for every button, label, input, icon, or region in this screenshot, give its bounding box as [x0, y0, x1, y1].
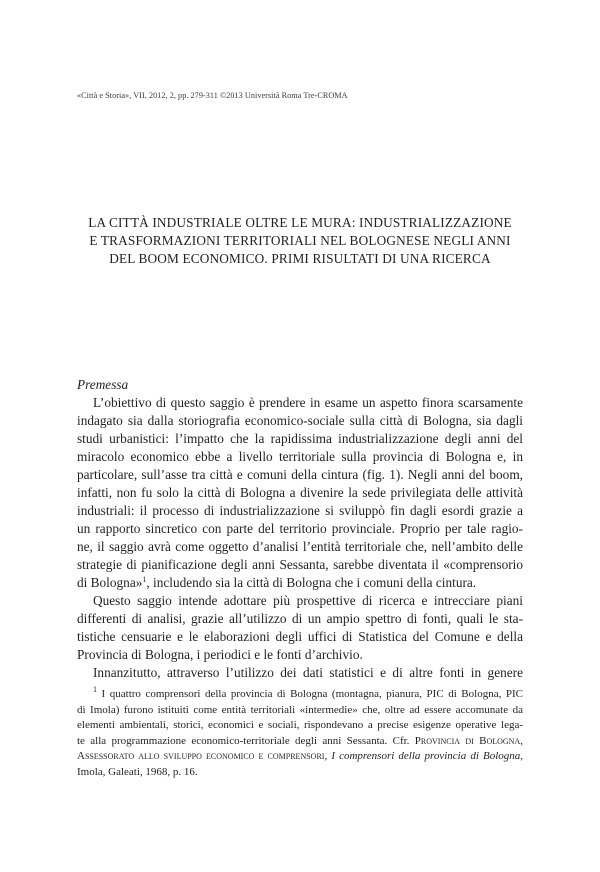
body-line: L’obiettivo di questo saggio è prendere in esame un aspetto finora scarsamente: [93, 395, 523, 410]
running-head: «Città e Storia», VII, 2012, 2, pp. 279-311 ©2013 Università Roma Tre-CROMA: [77, 91, 348, 100]
footnote-punct: ,: [520, 734, 523, 747]
body-text: [77, 376, 523, 682]
footnote-punct: ,: [520, 750, 524, 762]
title-line: E TRASFORMAZIONI TERRITORIALI NEL BOLOGNESE NEGLI ANNI: [89, 233, 511, 248]
title-line: LA CITTÀ INDUSTRIALE OLTRE LE MURA: INDUSTRIALIZZAZIONE: [88, 215, 512, 230]
footnote-line: [77, 734, 523, 750]
footnote: [77, 687, 523, 780]
body-line: [77, 574, 523, 592]
footnote-line: [77, 687, 523, 703]
body-line: un rapporto sincretico con parte del territorio provinciale. Proprio per tale ragio-: [77, 521, 523, 536]
article-title: [40, 214, 560, 268]
body-line: differenti di analisi, grazie all’utilizzo di un ampio spettro di fonti, quali le sta-: [77, 611, 523, 626]
footnote-text: te alla programmazione economico-territoriale degli anni Sessanta. Cfr.: [77, 734, 410, 747]
body-line: industriali: il processo di industrializzazione si sviluppò fin dagli esordi grazie a: [77, 503, 523, 518]
body-line: particolare, sull’asse tra città e comuni della cintura (fig. 1). Negli anni del boom,: [77, 467, 523, 482]
section-heading: Premessa: [77, 377, 129, 392]
body-line: strategie di pianificazione degli anni Sessanta, sarebbe diventata il «comprensorio: [77, 557, 523, 572]
body-line: infatti, non fu solo la città di Bologna a divenire la sede privilegiata delle attività: [77, 485, 523, 500]
body-line: Innanzitutto, attraverso l’utilizzo dei dati statistici e di altre fonti in genere: [93, 665, 523, 680]
footnote-reference[interactable]: 1: [142, 575, 147, 584]
footnote-line: elementi ambientali, storici, economici e sociali, rispondevano a precise esigenze operative lega-: [77, 719, 523, 731]
body-line: Questo saggio intende adottare più prospettive di ricerca e intrecciare piani: [93, 593, 523, 608]
body-line: ne, il saggio avrà come oggetto d’analisi l’entità territoriale che, nell’ambito delle: [77, 539, 523, 554]
footnote-line: Imola, Galeati, 1968, p. 16.: [77, 765, 198, 778]
footnote-citation-office: Assessorato allo sviluppo economico e comprensori: [77, 750, 325, 762]
body-line: miracolo economico ebbe a livello territoriale sulla provincia di Bologna e, in: [77, 449, 523, 464]
body-line: indagato sia dalla storiografia economico-sociale sulla città di Bologna, sia dagli: [77, 413, 523, 428]
footnote-text: I quattro comprensori della provincia di Bologna (montagna, pianura, PIC di Bologna, PIC: [101, 688, 523, 700]
body-line: Provincia di Bologna, i periodici e le fonti d’archivio.: [77, 647, 363, 662]
footnote-citation-title: I comprensori della provincia di Bologna: [331, 750, 521, 762]
body-line: studi urbanistici: l’impatto che la rapidissima industrializzazione degli anni del: [77, 431, 523, 446]
footnote-line: di Imola) furono istituiti come entità territoriali «intermedie» che, oltre ad essere accomunate da: [77, 703, 523, 716]
body-line: tistiche censuarie e le elaborazioni degli uffici di Statistica del Comune e della: [77, 629, 523, 644]
body-line-start: di Bologna»: [77, 575, 143, 590]
title-line: DEL BOOM ECONOMICO. PRIMI RISULTATI DI UNA RICERCA: [109, 251, 491, 266]
footnote-number: 1: [93, 685, 97, 694]
footnote-punct: ,: [324, 750, 328, 762]
body-line-end: , includendo sia la città di Bologna che i comuni della cintura.: [146, 575, 477, 590]
footnote-line: [77, 749, 523, 765]
footnote-citation-author: Provincia di Bologna: [414, 734, 521, 747]
